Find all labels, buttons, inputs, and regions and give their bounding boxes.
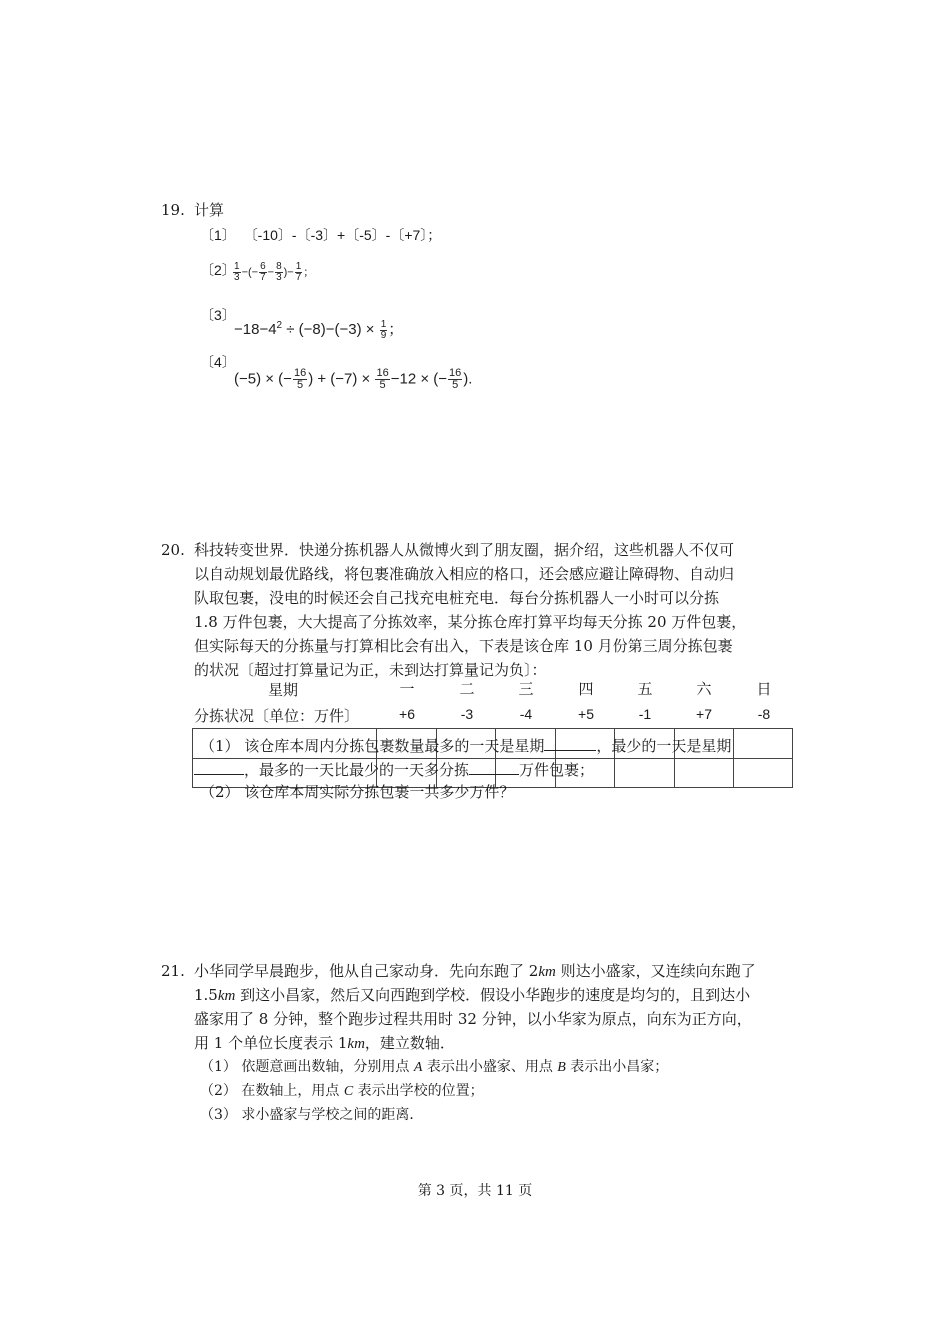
point-label: C <box>343 1084 354 1099</box>
expr-segment: −18−4 <box>234 321 277 338</box>
frac-den: 5 <box>379 379 386 391</box>
table-day: 六 <box>696 680 712 698</box>
q19-part2-label: 〔2〕 <box>200 262 236 278</box>
q19-number: 19. <box>161 201 185 219</box>
table-day: 五 <box>637 680 653 698</box>
frac-num: 1 <box>380 318 387 330</box>
text-segment: 表示出小昌家； <box>565 1059 669 1075</box>
expr-segment: ÷ (−8)−(−3) × <box>282 321 375 338</box>
frac-den: 3 <box>234 272 240 283</box>
q21-subq2 <box>200 1079 484 1104</box>
text-segment: ，建立数轴． <box>364 1034 455 1052</box>
text-segment: （1） 该仓库本周内分拣包裹数量最多的一天是星期 <box>200 737 545 755</box>
exponent: 2 <box>276 320 283 331</box>
q19-title: 计算 <box>194 201 225 219</box>
grid-line <box>733 729 734 787</box>
table-value: -3 <box>460 706 474 722</box>
text-segment: 到这小昌家，然后又向西跑到学校．假设小华跑步的速度是均匀的，且到达小 <box>235 986 751 1004</box>
table-header-weekday: 星期 <box>268 681 299 699</box>
q20-subq2: （2） 该仓库本周实际分拣包裹一共多少万件？ <box>200 783 515 801</box>
unit-km: km <box>217 988 236 1004</box>
table-header-status: 分拣状况〔单位：万件〕 <box>194 707 360 725</box>
table-day: 一 <box>399 680 415 698</box>
text-segment: 万件包裹； <box>519 761 595 779</box>
text-segment: （1） 依题意画出数轴，分别用点 <box>200 1059 414 1075</box>
q21-number: 21. <box>161 962 185 980</box>
text-segment: 1.5 <box>194 986 218 1004</box>
expr-segment: −12 × (− <box>390 370 448 388</box>
answer-blank[interactable] <box>544 736 596 751</box>
q21-line <box>194 959 756 984</box>
frac-num: 1 <box>295 261 302 272</box>
expr-segment: ) <box>463 370 469 388</box>
q19-part1-expression: 〔-10〕-〔-3〕+〔-5〕-〔+7〕； <box>243 227 442 243</box>
frac-den: 5 <box>297 379 304 391</box>
q20-line: 队取包裹，没电的时候还会自己找充电桩充电．每台分拣机器人一小时可以分拣 <box>194 589 720 607</box>
unit-km: km <box>347 1036 365 1052</box>
frac-num: 6 <box>260 261 266 272</box>
frac-num: 16 <box>293 367 307 379</box>
expr-segment: ) + (−7) × <box>308 370 371 388</box>
text-segment: 则达小盛家，又连续向东跑了 <box>555 962 756 980</box>
table-value: +5 <box>578 706 594 722</box>
page-footer: 第 3 页，共 11 页 <box>417 1183 533 1199</box>
frac-den: 7 <box>260 272 266 283</box>
q19-part3-label: 〔3〕 <box>200 307 236 323</box>
q19-part3-expression: $-18-4^2 \div (-8)-(-3)$ × $\frac{1}{9}$ ； <box>234 318 404 341</box>
q20-subq1-line2 <box>194 758 594 782</box>
frac-den: 9 <box>380 329 387 341</box>
q20-line: 以自动规划最优路线，将包裹准确放入相应的格口，还会感应避让障碍物、自动归 <box>194 565 735 583</box>
q19-part4-label: 〔4〕 <box>200 354 236 370</box>
table-day: 二 <box>459 680 475 698</box>
table-day: 日 <box>756 680 772 698</box>
q20-number: 20. <box>161 541 185 559</box>
table-value: +7 <box>696 706 712 722</box>
q20-subq1-line1 <box>200 734 731 758</box>
frac-num: 16 <box>449 367 462 379</box>
q20-line: 的状况〔超过打算量记为正，未到达打算量记为负〕： <box>194 661 547 679</box>
q20-line: 科技转变世界．快递分拣机器人从微博火到了朋友圈，据介绍，这些机器人不仅可 <box>194 541 735 559</box>
frac-den: 3 <box>276 272 282 283</box>
q19-part2 <box>200 260 236 280</box>
q21-line <box>194 1031 455 1056</box>
q21-line: 盛家用了 8 分钟，整个跑步过程共用时 32 分钟，以小华家为原点，向东为正方向， <box>194 1010 752 1028</box>
table-value: -4 <box>519 706 533 722</box>
table-value: -8 <box>757 706 771 722</box>
frac-num: 16 <box>376 367 389 379</box>
answer-blank[interactable] <box>194 760 244 775</box>
expr-segment: (−5) × (− <box>234 370 292 388</box>
table-value: -1 <box>638 706 652 722</box>
table-day: 四 <box>578 680 594 698</box>
text-segment: ，最少的一天是星期 <box>596 737 732 755</box>
frac-den: 7 <box>295 272 302 283</box>
frac-den: 5 <box>452 379 459 391</box>
text-segment: 表示出小盛家、用点 <box>422 1059 558 1075</box>
q21-subq1 <box>200 1055 668 1080</box>
frac-num: 8 <box>276 261 282 272</box>
table-day: 三 <box>518 680 534 698</box>
q20-line: 1.8 万件包裹，大大提高了分拣效率，某分拣仓库打算平均每天分拣 20 万件包裹， <box>194 613 747 631</box>
text-segment: （2） 在数轴上，用点 <box>200 1083 344 1099</box>
q19-part1 <box>200 224 441 246</box>
answer-blank[interactable] <box>469 760 519 775</box>
point-label: A <box>413 1060 423 1075</box>
q20-line: 但实际每天的分拣量与打算相比会有出入，下表是该仓库 10 月份第三周分拣包裹 <box>194 637 733 655</box>
q21-subq3: （3） 求小盛家与学校之间的距离． <box>200 1107 424 1123</box>
text-segment: 表示出学校的位置； <box>353 1083 484 1099</box>
text-segment: ，最多的一天比最少的一天多分拣 <box>244 761 470 779</box>
q21-line <box>194 983 750 1008</box>
q19-part4-expression: (−5) × (− $\frac{16}{5}$ ) + (−7) × $\frac{16}{5}$ −12 × (− $\frac{16}{5}$ ). <box>234 367 473 391</box>
q19-part2-expression: $\frac{1}{3}$ −(− $\frac{6}{7}$ − $\frac{8}{3}$ )− $\frac{1}{7}$ ； <box>234 261 315 283</box>
table-value: +6 <box>399 706 415 722</box>
text-segment: 小华同学早晨跑步，他从自己家动身．先向东跑了 2 <box>194 962 539 980</box>
unit-km: km <box>538 964 556 980</box>
text-segment: 用 1 个单位长度表示 1 <box>194 1034 348 1052</box>
point-label: B <box>557 1060 566 1075</box>
q19-part1-label: 〔1〕 <box>200 227 236 243</box>
frac-num: 1 <box>234 261 240 272</box>
